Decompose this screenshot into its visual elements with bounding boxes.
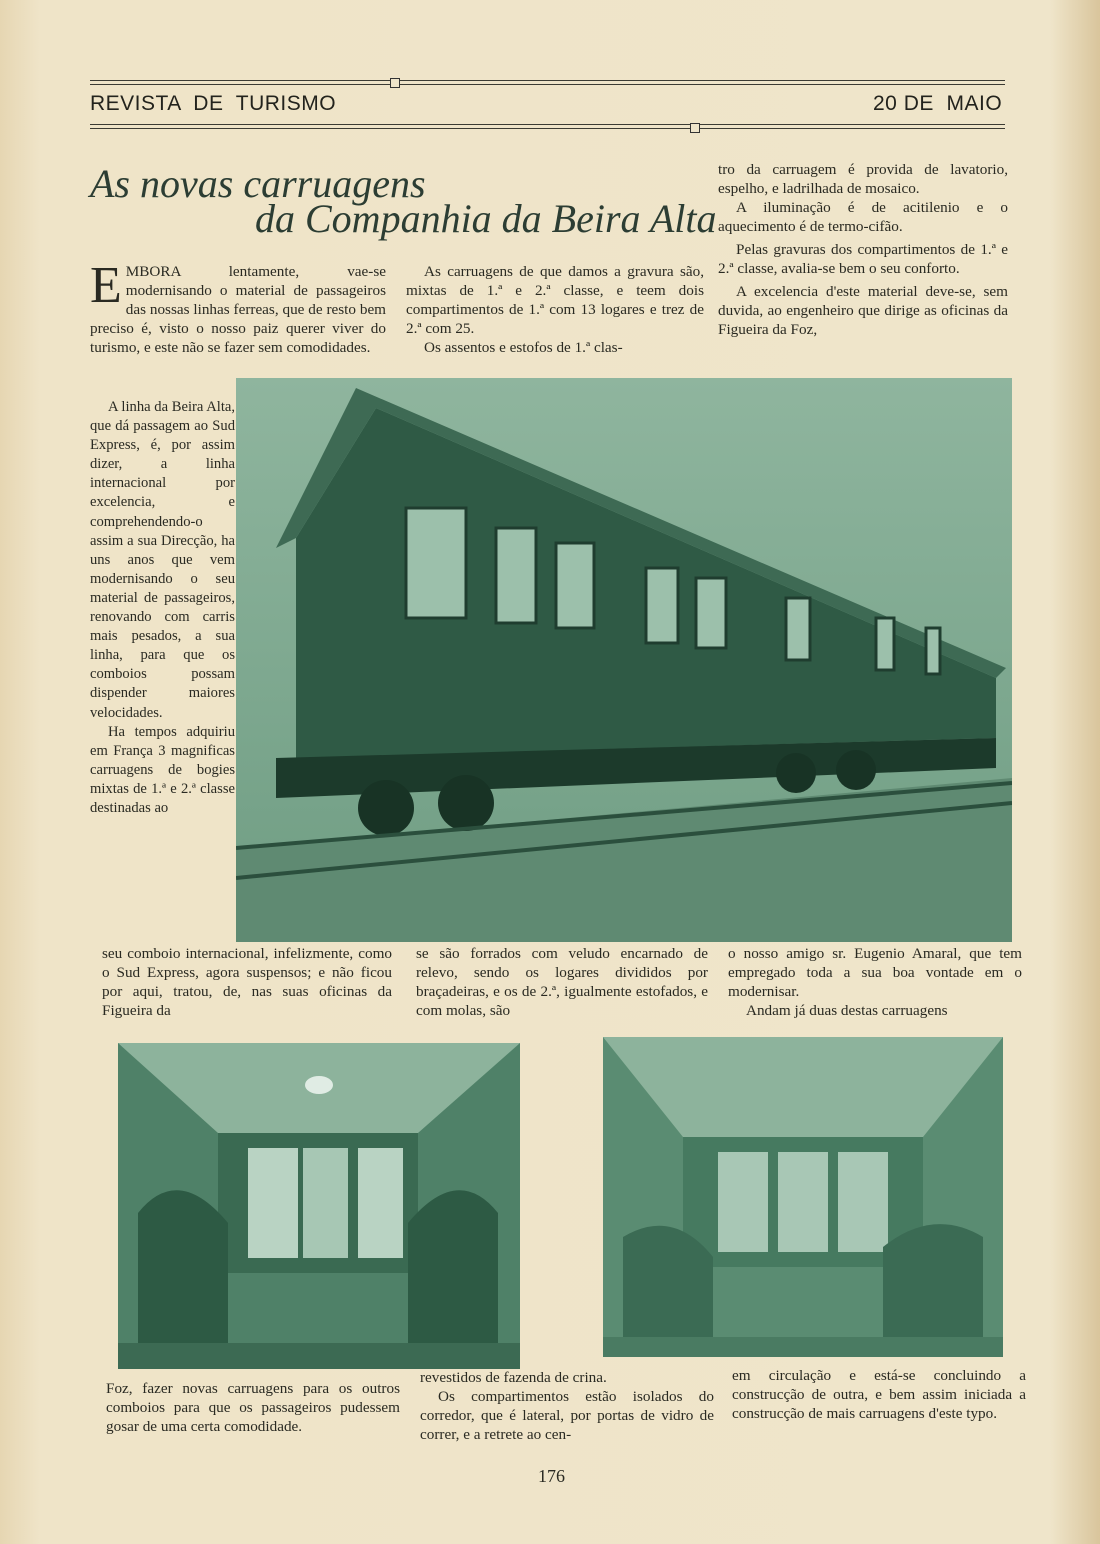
paragraph: seu comboio internacional, infelizmente, como o Sud Express, agora suspensos; e não ficou por aqui, tratou, de, nas suas oficinas da Figueira da xyxy=(102,945,392,1019)
carriage-exterior-photo xyxy=(236,378,1012,942)
paragraph: A excelencia d'este material deve-se, sem duvida, ao engenheiro que dirige as oficinas da Figueira da Foz, xyxy=(718,283,1008,338)
paragraph: A iluminação é de acitilenio e o aquecimento é de termo-cifão. xyxy=(718,199,1008,235)
paragraph: Andam já duas destas carruagens xyxy=(746,1002,948,1019)
column-2-top xyxy=(406,262,704,357)
header-rule-bottom xyxy=(90,124,1005,129)
paragraph: em circulação e está-se concluindo a construcção de outra, e bem assim iniciada a construcção de mais carruagens d'este typo. xyxy=(732,1367,1026,1422)
paragraph: As carruagens de que damos a gravura são, mixtas de 1.ª e 2.ª classe, e teem dois compartimentos de 1.ª com 13 logares e trez de 2.ª com 25. xyxy=(406,263,704,337)
paragraph: tro da carruagem é provida de lavatorio, espelho, e ladrilhada de mosaico. xyxy=(718,161,1008,197)
article-title-line-2: da Companhia da Beira Alta xyxy=(255,196,717,241)
paragraph: Os compartimentos estão isolados do corredor, que é lateral, por portas de vidro de correr, e a retrete ao cen- xyxy=(420,1388,714,1443)
ornament-box xyxy=(690,123,700,133)
paragraph: MBORA lentamente, vae-se modernisando o material de passageiros das nossas linhas ferreas, que de resto bem preciso é, visto o nosso paiz querer viver do turismo, e este não se fazer sem comodidades. xyxy=(90,263,386,356)
page-number: 176 xyxy=(538,1466,565,1486)
ornament-box xyxy=(390,78,400,88)
paragraph: Foz, fazer novas carruagens para os outros comboios para que os passageiros pudessem gosar de uma certa comodidade. xyxy=(106,1380,400,1435)
paragraph: revestidos de fazenda de crina. xyxy=(420,1369,607,1386)
column-1-narrow xyxy=(90,398,235,818)
column-1-bottom xyxy=(106,1379,400,1436)
paragraph: se são forrados com veludo encarnado de relevo, sendo os logares divididos por braçadeiras, e os de 2.ª, igualmente estofados, e com molas, são xyxy=(416,945,708,1019)
paragraph: o nosso amigo sr. Eugenio Amaral, que tem empregado toda a sua boa vontade em o modernisar. xyxy=(728,945,1022,1000)
drop-cap: E xyxy=(90,257,122,314)
column-2-mid xyxy=(416,944,708,1020)
column-2-bottom xyxy=(420,1368,714,1444)
column-3-bottom xyxy=(732,1366,1026,1423)
paragraph: A linha da Beira Alta, que dá passagem ao Sud Express, é, por assim dizer, a linha internacional por excelencia, e comprehendendo-o assim a sua Direcção, ha uns anos que vem modernisando o seu material de passageiros, renovando com carris mais pesados, a sua linha, para que os comboios possam dispender maiores velocidades. xyxy=(90,399,235,721)
first-class-compartment-photo xyxy=(118,1043,520,1369)
article-title-line-1: As novas carruagens xyxy=(90,161,426,206)
paragraph: Ha tempos adquiriu em França 3 magnificas carruagens de bogies mixtas de 1.ª e 2.ª classe destinadas ao xyxy=(90,723,235,816)
column-1-mid xyxy=(102,944,392,1020)
paragraph: Pelas gravuras dos compartimentos de 1.ª e 2.ª classe, avalia-se bem o seu conforto. xyxy=(718,241,1008,277)
header-title: REVISTA DE TURISMO xyxy=(90,92,337,115)
header-rule-top xyxy=(90,80,1005,85)
paragraph: Os assentos e estofos de 1.ª clas- xyxy=(424,339,623,356)
second-class-compartment-photo xyxy=(603,1037,1003,1357)
column-3-mid xyxy=(728,944,1022,1020)
column-1-top xyxy=(90,257,386,357)
column-3-top xyxy=(718,160,1008,339)
header-date: 20 DE MAIO xyxy=(873,92,1003,115)
